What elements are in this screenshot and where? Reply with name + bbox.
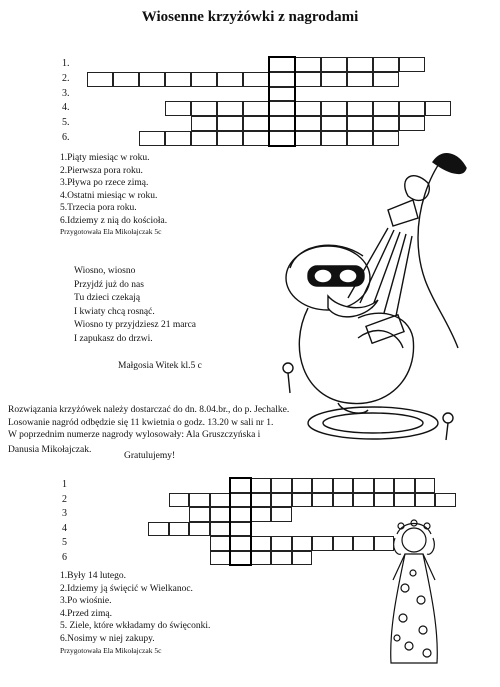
crossword-cell[interactable]	[333, 478, 354, 493]
crossword-cell[interactable]	[271, 536, 292, 551]
crossword-cell[interactable]	[321, 131, 347, 146]
clue: 2.Idziemy ją święcić w Wielkanoc.	[60, 583, 193, 594]
crossword-cell[interactable]	[321, 72, 347, 87]
clue: 6.Idziemy z nią do kościoła.	[60, 215, 168, 226]
password-column	[229, 477, 252, 566]
crossword-cell[interactable]	[415, 493, 436, 508]
crossword-cell[interactable]	[347, 57, 373, 72]
info-line: Danusia Mikołajczak.	[8, 444, 92, 455]
clue: 2.Pierwsza pora roku.	[60, 165, 143, 176]
crossword-cell[interactable]	[148, 522, 169, 537]
crossword-cell[interactable]	[243, 72, 269, 87]
info-line: Losowanie nagród odbędzie się 11 kwietnia o godz. 13.20 w sali nr 1.	[8, 417, 274, 428]
crossword-cell[interactable]	[139, 72, 165, 87]
crossword-cell[interactable]	[312, 493, 333, 508]
row-number: 2	[62, 493, 67, 505]
crossword-cell[interactable]	[347, 116, 373, 131]
crossword-cell[interactable]	[374, 478, 395, 493]
crossword-cell[interactable]	[399, 57, 425, 72]
crossword-cell[interactable]	[321, 116, 347, 131]
crossword-cell[interactable]	[113, 72, 139, 87]
crossword-cell[interactable]	[243, 101, 269, 116]
poem-line: I kwiaty chcą rosnąć.	[74, 306, 155, 317]
poem-line: Tu dzieci czekają	[74, 293, 141, 303]
crossword-cell[interactable]	[251, 478, 272, 493]
crossword-cell[interactable]	[87, 72, 113, 87]
clue: 5.Trzecia pora roku.	[60, 203, 137, 213]
crossword-cell[interactable]	[251, 507, 272, 522]
clue: 4.Przed zimą.	[60, 608, 112, 619]
crossword-cell[interactable]	[271, 551, 292, 566]
row-number: 5.	[62, 117, 70, 129]
poem-line: Przyjdź już do nas	[74, 279, 144, 290]
crossword-cell[interactable]	[189, 522, 210, 537]
password-column	[268, 56, 296, 147]
row-number: 4	[62, 522, 67, 534]
crossword-cell[interactable]	[373, 116, 399, 131]
clue: 3.Pływa po rzece zimą.	[60, 178, 149, 188]
crossword-cell[interactable]	[295, 101, 321, 116]
crossword-cell[interactable]	[292, 478, 313, 493]
crossword-cell[interactable]	[373, 57, 399, 72]
crossword-cell[interactable]	[399, 116, 425, 131]
crossword-cell[interactable]	[243, 116, 269, 131]
crossword-cell[interactable]	[373, 72, 399, 87]
crossword-cell[interactable]	[210, 536, 231, 551]
crossword-cell[interactable]	[353, 478, 374, 493]
crossword-cell[interactable]	[374, 493, 395, 508]
crossword-cell[interactable]	[295, 72, 321, 87]
crossword-1-credit: Przygotowała Ela Mikołajczak 5c	[60, 227, 162, 236]
crossword-cell[interactable]	[210, 551, 231, 566]
crossword-cell[interactable]	[373, 101, 399, 116]
crossword-cell[interactable]	[251, 551, 272, 566]
crossword-cell[interactable]	[169, 522, 190, 537]
crossword-cell[interactable]	[210, 507, 231, 522]
crossword-cell[interactable]	[312, 478, 333, 493]
crossword-cell[interactable]	[217, 131, 243, 146]
row-number: 6.	[62, 132, 70, 143]
crossword-cell[interactable]	[353, 536, 374, 551]
crossword-2-credit: Przygotowała Ela Mikołajczak 5c	[60, 646, 162, 655]
crossword-cell[interactable]	[191, 72, 217, 87]
row-number: 3.	[62, 87, 70, 99]
crossword-cell[interactable]	[217, 72, 243, 87]
row-number: 2.	[62, 72, 70, 84]
crossword-cell[interactable]	[189, 493, 210, 508]
poem-line: Wiosno, wiosno	[74, 266, 136, 276]
crossword-cell[interactable]	[169, 493, 190, 508]
clue: 3.Po wiośnie.	[60, 596, 112, 606]
info-block	[8, 404, 289, 456]
poem-author: Małgosia Witek kl.5 c	[118, 361, 202, 371]
crossword-cell[interactable]	[321, 101, 347, 116]
crossword-cell[interactable]	[217, 116, 243, 131]
clue: 4.Ostatni miesiąc w roku.	[60, 190, 158, 201]
crossword-1-clues	[60, 152, 167, 227]
info-line: Rozwiązania krzyżówek należy dostarczać do dn. 8.04.br., do p. Jechalke.	[8, 405, 290, 415]
crossword-cell[interactable]	[271, 478, 292, 493]
crossword-cell[interactable]	[374, 536, 395, 551]
crossword-cell[interactable]	[139, 131, 165, 146]
row-number: 1	[62, 479, 67, 490]
row-number: 5	[62, 537, 67, 548]
crossword-cell[interactable]	[347, 101, 373, 116]
crossword-2-clues	[60, 570, 210, 645]
crossword-cell[interactable]	[191, 101, 217, 116]
crossword-cell[interactable]	[394, 493, 415, 508]
crossword-cell[interactable]	[353, 493, 374, 508]
crossword-cell[interactable]	[189, 507, 210, 522]
crossword-cell[interactable]	[210, 522, 231, 537]
congratulations: Gratulujemy!	[124, 451, 176, 461]
crossword-cell[interactable]	[373, 131, 399, 146]
crossword-cell[interactable]	[321, 57, 347, 72]
crossword-cell[interactable]	[292, 493, 313, 508]
row-number: 3	[62, 508, 67, 519]
crossword-cell[interactable]	[292, 551, 313, 566]
crossword-cell[interactable]	[191, 131, 217, 146]
crossword-cell[interactable]	[271, 507, 292, 522]
info-line: W poprzednim numerze nagrody wylosowały: Ala Gruszczyńska i	[8, 430, 261, 440]
crossword-cell[interactable]	[295, 131, 321, 146]
crossword-cell[interactable]	[394, 478, 415, 493]
crossword-cell[interactable]	[399, 101, 425, 116]
crossword-cell[interactable]	[191, 116, 217, 131]
poem-line: I zapukasz do drzwi.	[74, 333, 153, 344]
row-number: 1.	[62, 58, 70, 69]
poem	[74, 265, 196, 346]
crossword-cell[interactable]	[312, 536, 333, 551]
row-number: 4.	[62, 102, 70, 114]
crossword-cell[interactable]	[217, 101, 243, 116]
clue: 1.Były 14 lutego.	[60, 571, 126, 581]
spring-duck-illustration	[268, 148, 468, 448]
row-number: 6	[62, 551, 67, 563]
page-title: Wiosenne krzyżówki z nagrodami	[141, 9, 359, 25]
clue: 1.Piąty miesiąc w roku.	[60, 153, 150, 163]
clue: 5. Ziele, które wkładamy do święconki.	[60, 621, 211, 631]
crossword-cell[interactable]	[165, 101, 191, 116]
crossword-cell[interactable]	[295, 57, 321, 72]
crossword-cell[interactable]	[425, 101, 451, 116]
clue: 6.Nosimy w niej zakupy.	[60, 633, 155, 644]
crossword-cell[interactable]	[251, 493, 272, 508]
crossword-cell[interactable]	[415, 478, 436, 493]
crossword-cell[interactable]	[251, 536, 272, 551]
crossword-cell[interactable]	[165, 131, 191, 146]
crossword-cell[interactable]	[210, 493, 231, 508]
crossword-cell[interactable]	[347, 131, 373, 146]
crossword-cell[interactable]	[347, 72, 373, 87]
crossword-cell[interactable]	[295, 116, 321, 131]
crossword-cell[interactable]	[243, 131, 269, 146]
crossword-cell[interactable]	[292, 536, 313, 551]
crossword-cell[interactable]	[271, 493, 292, 508]
crossword-cell[interactable]	[333, 536, 354, 551]
crossword-cell[interactable]	[435, 493, 456, 508]
crossword-cell[interactable]	[165, 72, 191, 87]
poem-line: Wiosno ty przyjdziesz 21 marca	[74, 320, 197, 330]
crossword-cell[interactable]	[333, 493, 354, 508]
